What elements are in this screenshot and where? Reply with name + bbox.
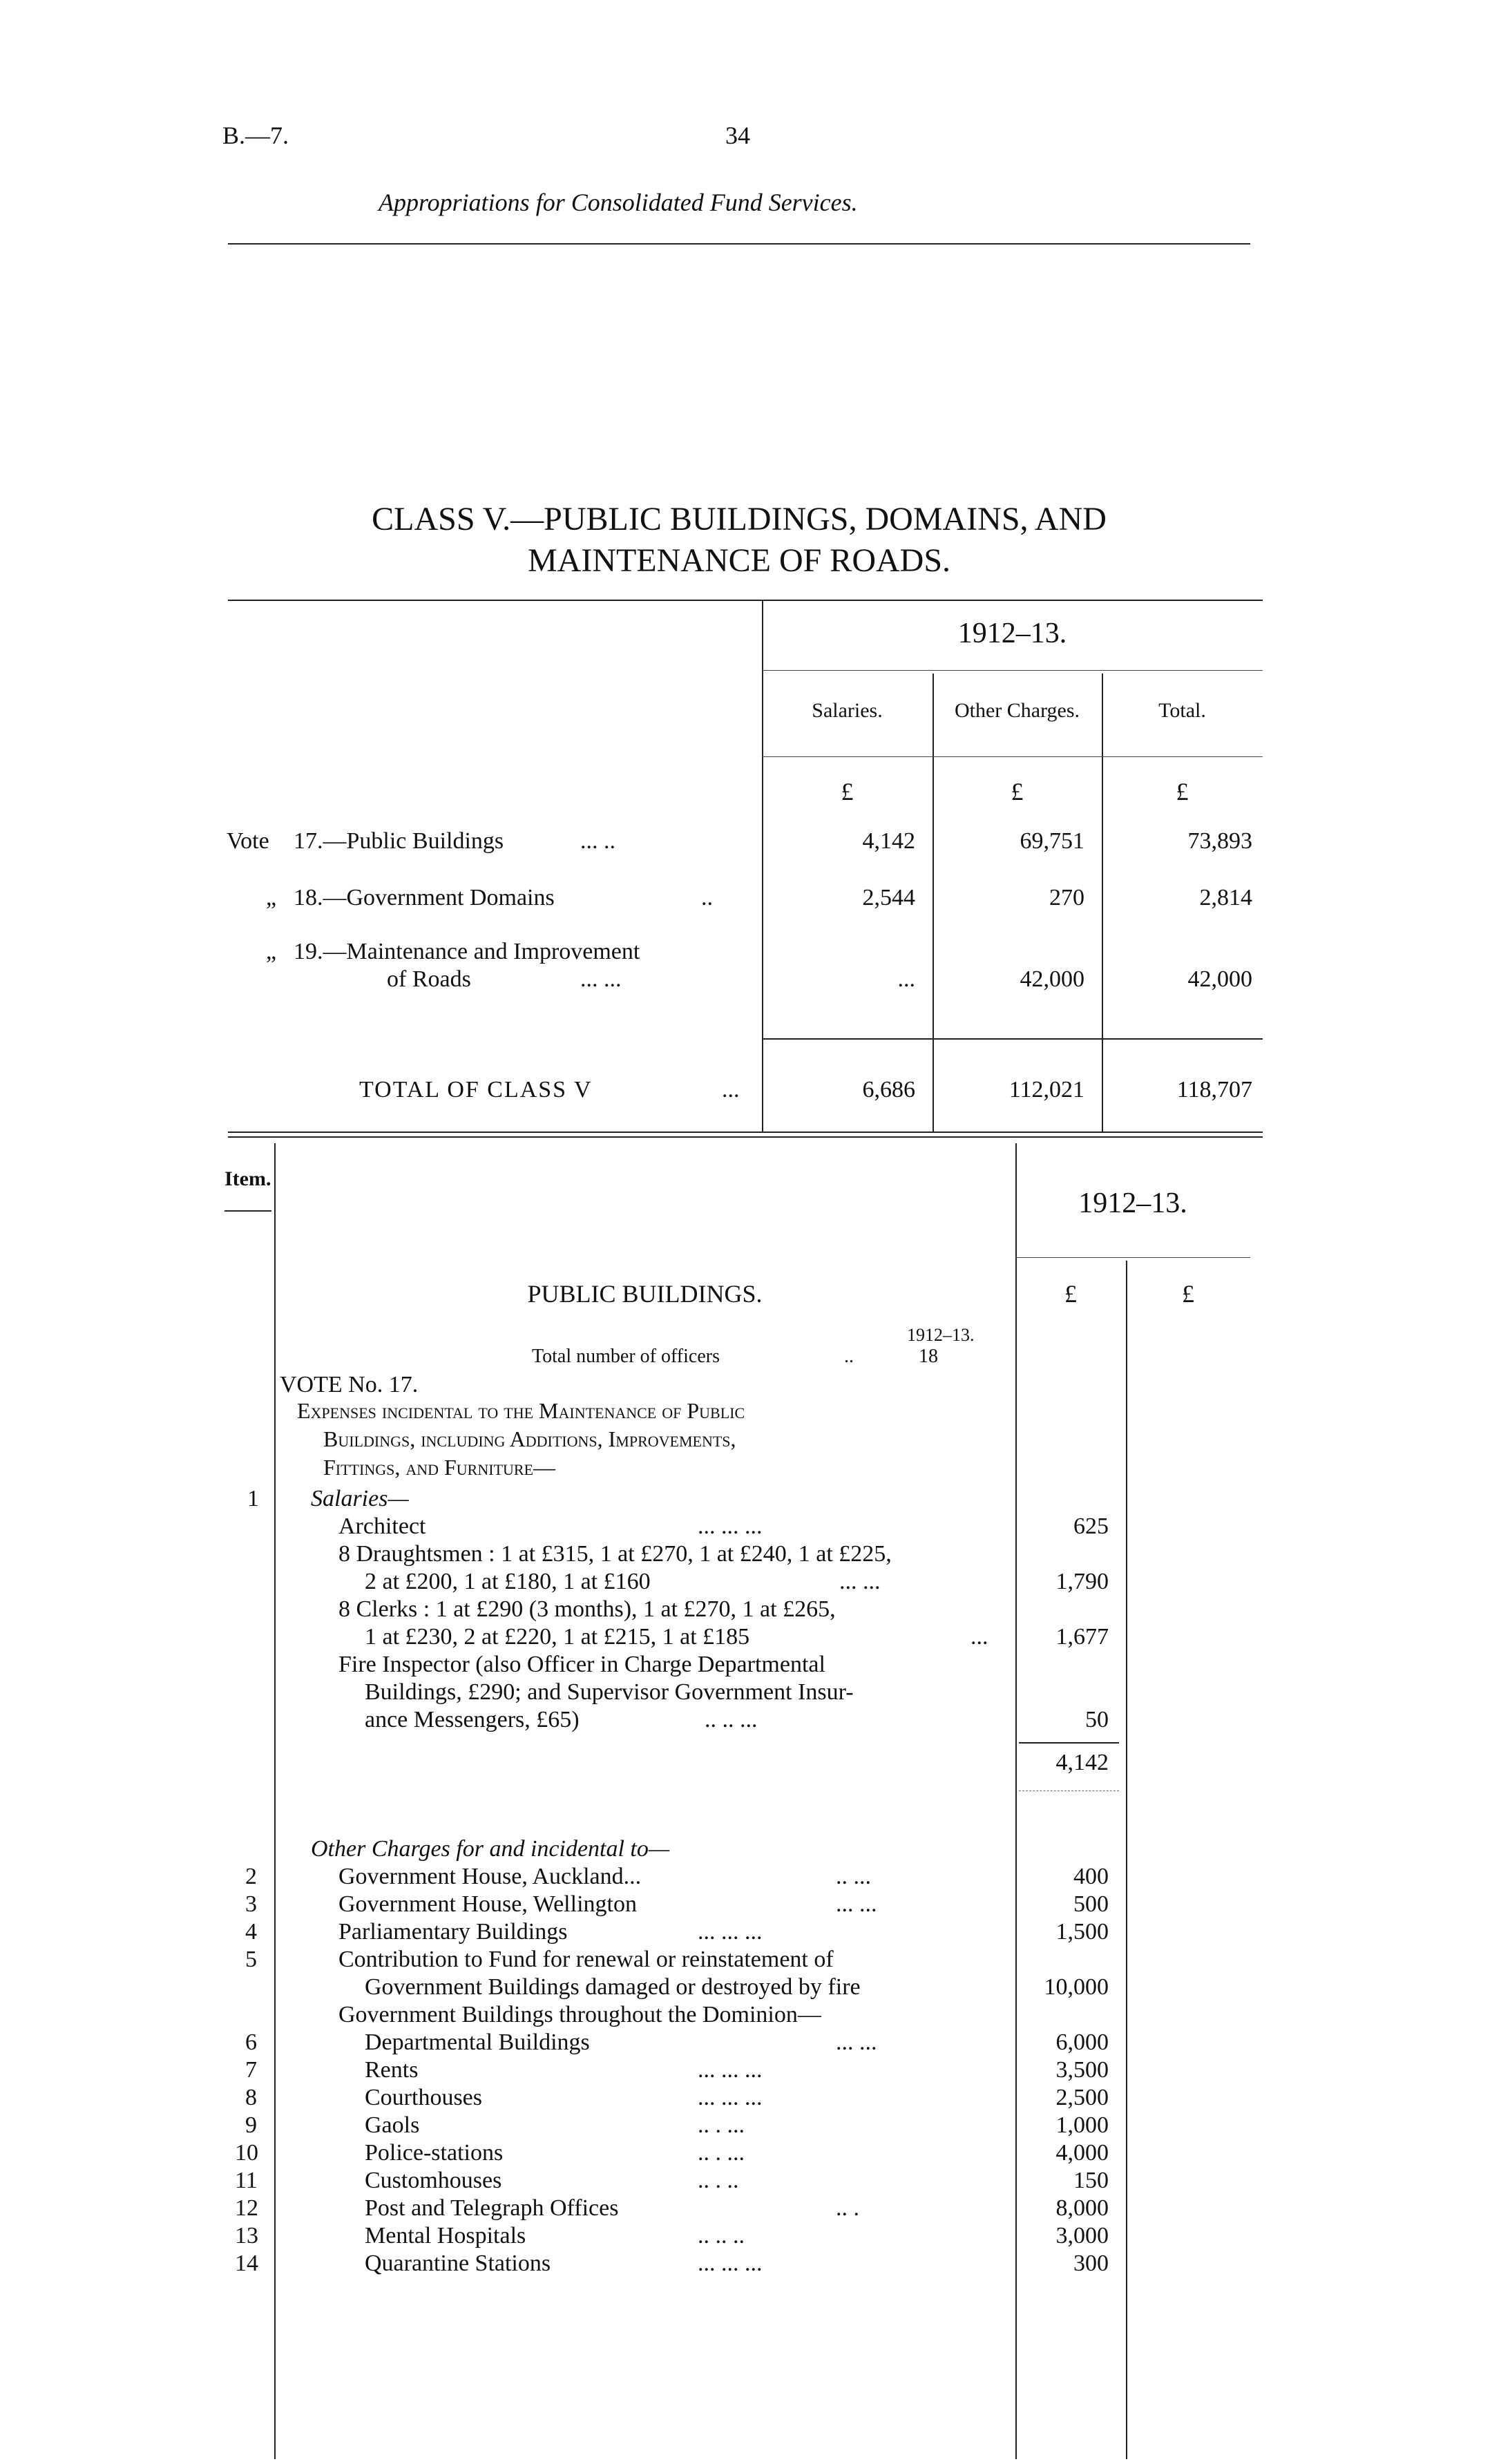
building-label: Post and Telegraph Offices [365,2195,619,2221]
leader-dots: .. [701,885,713,910]
salaries-value: ... [897,966,915,992]
leader-dots: ... [971,1624,988,1650]
leader-dots: .. . ... [698,2140,745,2166]
building-amount: 2,500 [1055,2085,1109,2110]
summary-divider-label [762,600,763,1131]
other-charges-value: 270 [1049,885,1084,910]
document-reference: B.—7. [222,122,289,149]
salary-label: 1 at £230, 2 at £220, 1 at £215, 1 at £185 [365,1624,750,1650]
leader-dots: .. . ... [698,2112,745,2138]
summary-bottom-rule-double [228,1136,1263,1138]
item-number: 13 [235,2223,258,2248]
grand-total: 118,707 [1176,1077,1252,1102]
salary-label: Buildings, £290; and Supervisor Government Insur- [365,1679,854,1705]
item-number: 4 [245,1919,257,1945]
column-header-rule [762,756,1263,757]
leader-dots: .. . .. [698,2168,739,2193]
vote-prefix: „ [266,885,277,910]
item-number: 1 [247,1486,259,1511]
building-label: Gaols [365,2112,420,2138]
vote-description-line: Fittings, and Furniture— [323,1455,556,1480]
building-amount: 8,000 [1055,2195,1109,2221]
building-label: Rents [365,2057,419,2083]
column-header-other-charges: Other Charges. [954,699,1080,722]
column-header-salaries: Salaries. [812,699,883,722]
salary-amount: 625 [1073,1513,1109,1539]
item-number: 3 [245,1891,257,1917]
page-number: 34 [725,122,750,149]
detail-divider-item [274,1143,276,2459]
leader-dots: ... ... ... [698,1919,763,1945]
other-charges-value: 42,000 [1020,966,1084,992]
charge-label: Government House, Wellington [338,1891,637,1917]
leader-dots: ... ... ... [698,2251,763,2276]
class-title-line-1: CLASS V.—PUBLIC BUILDINGS, DOMAINS, AND [372,501,1107,537]
currency-total: £ [1176,778,1189,805]
vote-label: 17.—Public Buildings [294,828,504,854]
item-header-rule [224,1210,271,1212]
salaries-value: 4,142 [862,828,915,854]
running-title: Appropriations for Consolidated Fund Services. [379,189,858,216]
building-amount: 4,000 [1055,2140,1109,2166]
item-number: 10 [235,2140,258,2166]
salaries-total: 6,686 [862,1077,915,1102]
leader-dots: ... ... [836,2030,877,2055]
leader-dots: ... .. [580,828,615,854]
salaries-heading: Salaries— [311,1486,409,1511]
item-number: 12 [235,2195,258,2221]
officers-label: Total number of officers [532,1346,720,1367]
building-amount: 1,000 [1055,2112,1109,2138]
other-charges-total: 112,021 [1008,1077,1084,1102]
item-number: 5 [245,1947,257,1972]
salary-label: Architect [338,1513,426,1539]
building-label: Mental Hospitals [365,2223,526,2248]
building-amount: 6,000 [1055,2030,1109,2055]
building-amount: 300 [1073,2251,1109,2276]
summary-year: 1912–13. [957,618,1067,649]
building-amount: 3,500 [1055,2057,1109,2083]
total-value: 2,814 [1199,885,1252,910]
item-number: 7 [245,2057,257,2083]
leader-dots: .. ... [836,1864,871,1889]
salary-label: 8 Draughtsmen : 1 at £315, 1 at £270, 1 at £240, 1 at £225, [338,1541,892,1567]
leader-dots: .. .. .. [698,2223,745,2248]
charge-amount: 1,500 [1055,1919,1109,1945]
building-amount: 3,000 [1055,2223,1109,2248]
vote-label-line-2: of Roads [387,966,471,992]
leader-dots: ... [722,1077,740,1102]
leader-dots: ... ... [836,1891,877,1917]
vote-prefix: „ [266,939,277,964]
salaries-sum-rule [1019,1742,1119,1744]
currency-items: £ [1064,1280,1077,1308]
total-value: 42,000 [1187,966,1252,992]
summary-bottom-rule [228,1131,1263,1133]
vote-description-line: Buildings, including Additions, Improvements, [323,1426,736,1451]
vote-description-line: Expenses incidental to the Maintenance of Public [297,1398,745,1423]
salaries-total: 4,142 [1055,1750,1109,1775]
charge-amount: 400 [1073,1864,1109,1889]
charge-amount: 500 [1073,1891,1109,1917]
item-number: 11 [235,2168,258,2193]
detail-year: 1912–13. [1078,1187,1187,1219]
class-title [228,499,1250,582]
currency-totals: £ [1182,1280,1194,1308]
fund-label-line-1: Contribution to Fund for renewal or reinstatement of [338,1947,834,1972]
vote-description [297,1397,745,1482]
leader-dots: ... ... ... [698,2057,763,2083]
salary-label: Fire Inspector (also Officer in Charge Departmental [338,1652,825,1677]
header-rule [228,243,1250,245]
subtotal-rule [762,1038,1263,1040]
salary-amount: 1,677 [1055,1624,1109,1650]
section-title: PUBLIC BUILDINGS. [527,1280,763,1308]
item-number: 8 [245,2085,257,2110]
dominion-heading: Government Buildings throughout the Dominion— [338,2002,821,2027]
leader-dots: .. . [836,2195,859,2221]
salary-amount: 50 [1085,1707,1109,1732]
summary-top-rule [228,600,1263,601]
officers-count: 18 [919,1346,938,1367]
salary-label: ance Messengers, £65) [365,1707,580,1732]
salaries-total-rule [1019,1790,1119,1791]
building-label: Customhouses [365,2168,502,2193]
salary-label: 2 at £200, 1 at £180, 1 at £160 [365,1569,651,1594]
charge-label: Parliamentary Buildings [338,1919,568,1945]
fund-amount: 10,000 [1044,1974,1109,2000]
charge-label: Government House, Auckland... [338,1864,642,1889]
salary-label: 8 Clerks : 1 at £290 (3 months), 1 at £270, 1 at £265, [338,1596,836,1622]
leader-dots: ... ... ... [698,2085,763,2110]
item-number: 14 [235,2251,258,2276]
officers-dots: .. [844,1346,854,1367]
currency-salaries: £ [841,778,854,805]
other-charges-value: 69,751 [1020,828,1084,854]
vote-number: VOTE No. 17. [280,1372,419,1397]
total-label: TOTAL OF CLASS V [359,1077,593,1102]
leader-dots: ... ... [839,1569,881,1594]
leader-dots: ... ... ... [698,1513,763,1539]
vote-label: 18.—Government Domains [294,885,555,910]
building-label: Departmental Buildings [365,2030,590,2055]
building-label: Police-stations [365,2140,504,2166]
column-header-total: Total. [1158,699,1206,722]
building-label: Courthouses [365,2085,482,2110]
leader-dots: .. .. ... [705,1707,758,1732]
item-number: 9 [245,2112,257,2138]
leader-dots: ... ... [580,966,622,992]
vote-label-line-1: 19.—Maintenance and Improvement [294,939,640,964]
detail-divider-amount [1126,1261,1127,2459]
officers-year: 1912–13. [907,1325,975,1345]
salary-amount: 1,790 [1055,1569,1109,1594]
vote-prefix: Vote [227,828,269,854]
detail-year-rule [1015,1257,1250,1258]
total-value: 73,893 [1187,828,1252,854]
other-charges-heading: Other Charges for and incidental to— [311,1836,670,1862]
building-label: Quarantine Stations [365,2251,551,2276]
item-number: 6 [245,2030,257,2055]
class-title-line-2: MAINTENANCE OF ROADS. [527,542,951,579]
item-column-header: Item. [224,1167,271,1190]
currency-other-charges: £ [1011,778,1024,805]
fund-label-line-2: Government Buildings damaged or destroyed by fire [365,1974,861,2000]
item-number: 2 [245,1864,257,1889]
building-amount: 150 [1073,2168,1109,2193]
salaries-value: 2,544 [862,885,915,910]
summary-year-rule [762,670,1263,671]
